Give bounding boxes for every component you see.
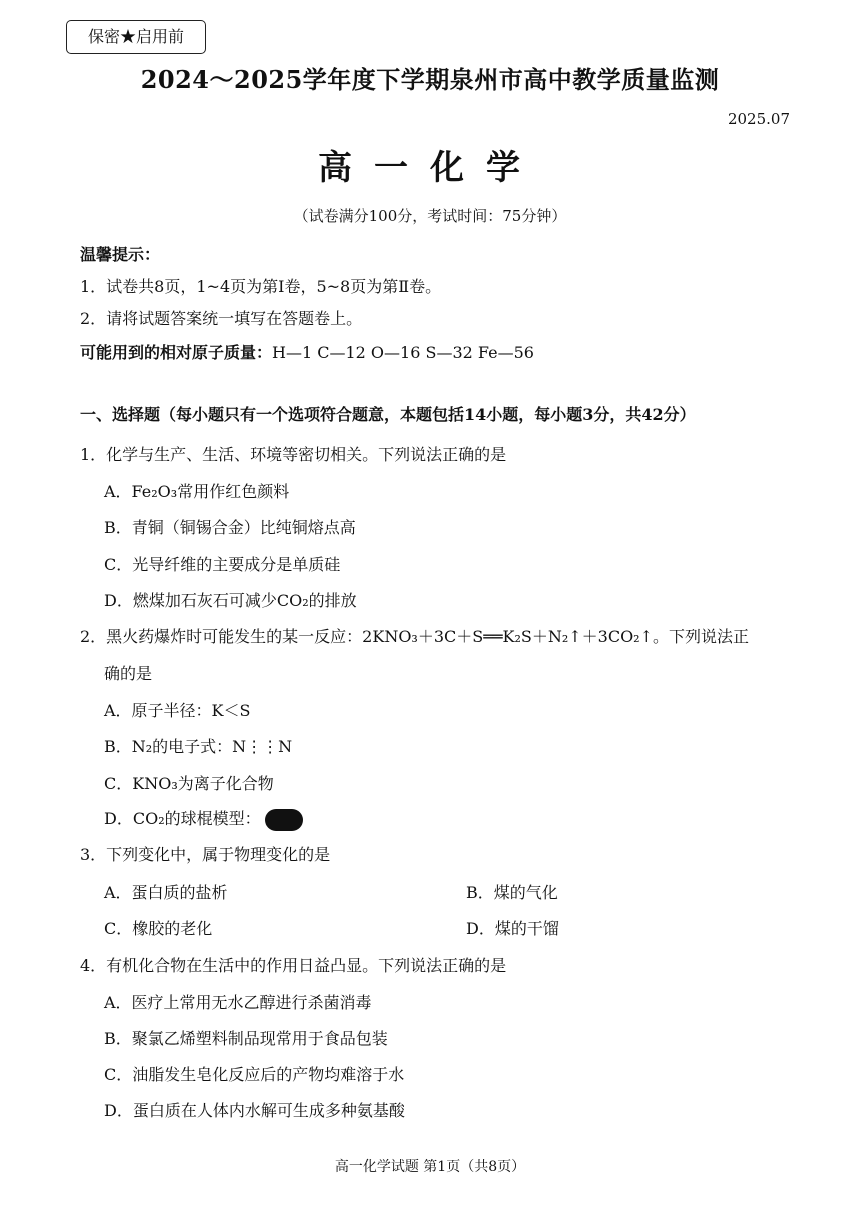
question-stem: 3．下列变化中，属于物理变化的是 — [80, 845, 331, 864]
notice-title: 温馨提示： — [80, 245, 161, 264]
exam-title: 2024～2025学年度下学期泉州市高中教学质量监测 — [140, 65, 720, 94]
option: D．燃煤加石灰石可减少CO₂的排放 — [104, 591, 357, 610]
notice-item: 1．试卷共8页，1~4页为第Ⅰ卷，5~8页为第Ⅱ卷。 — [80, 277, 442, 296]
option: C．光导纤维的主要成分是单质硅 — [104, 555, 341, 574]
atomic-mass-values: H—1 C—12 O—16 S—32 Fe—56 — [272, 343, 534, 362]
ball-stick-model-image — [265, 809, 303, 831]
confidential-stamp: 保密★启用前 — [66, 20, 206, 54]
question-stem-cont: 确的是 — [104, 664, 153, 683]
question-stem: 2．黑火药爆炸时可能发生的某一反应：2KNO₃＋3C＋S══K₂S＋N₂↑＋3CO₂↑。下列说法正 — [80, 627, 750, 646]
question-stem: 1．化学与生产、生活、环境等密切相关。下列说法正确的是 — [80, 445, 507, 464]
option: B．聚氯乙烯塑料制品现常用于食品包装 — [104, 1029, 388, 1048]
atomic-mass-line — [80, 340, 534, 363]
subject-title: 高一化学 — [318, 148, 542, 188]
option: C．油脂发生皂化反应后的产物均难溶于水 — [104, 1065, 405, 1084]
option: D．煤的干馏 — [466, 919, 559, 938]
option: D．蛋白质在人体内水解可生成多种氨基酸 — [104, 1101, 405, 1120]
option: B．煤的气化 — [466, 883, 558, 902]
page-footer: 高一化学试题 第1页（共8页） — [334, 1159, 526, 1175]
option: C．KNO₃为离子化合物 — [104, 774, 274, 793]
option: C．橡胶的老化 — [104, 919, 213, 938]
option-with-model — [104, 806, 303, 831]
atomic-mass-label: 可能用到的相对原子质量： — [80, 343, 273, 362]
section-title: 一、选择题（每小题只有一个选项符合题意，本题包括14小题，每小题3分，共42分） — [80, 405, 696, 424]
exam-date: 2025.07 — [727, 110, 790, 128]
option: A．Fe₂O₃常用作红色颜料 — [104, 482, 290, 501]
question-stem: 4．有机化合物在生活中的作用日益凸显。下列说法正确的是 — [80, 956, 507, 975]
exam-meta: （试卷满分100分，考试时间：75分钟） — [293, 207, 567, 225]
option: B．青铜（铜锡合金）比纯铜熔点高 — [104, 518, 356, 537]
option: A．蛋白质的盐析 — [104, 883, 228, 902]
option: D．CO₂的球棍模型： — [104, 809, 261, 828]
option: A．医疗上常用无水乙醇进行杀菌消毒 — [104, 993, 372, 1012]
notice-item: 2．请将试题答案统一填写在答题卷上。 — [80, 309, 363, 328]
option: B．N₂的电子式：N⋮⋮N — [104, 737, 293, 756]
option: A．原子半径：K＜S — [104, 701, 251, 720]
